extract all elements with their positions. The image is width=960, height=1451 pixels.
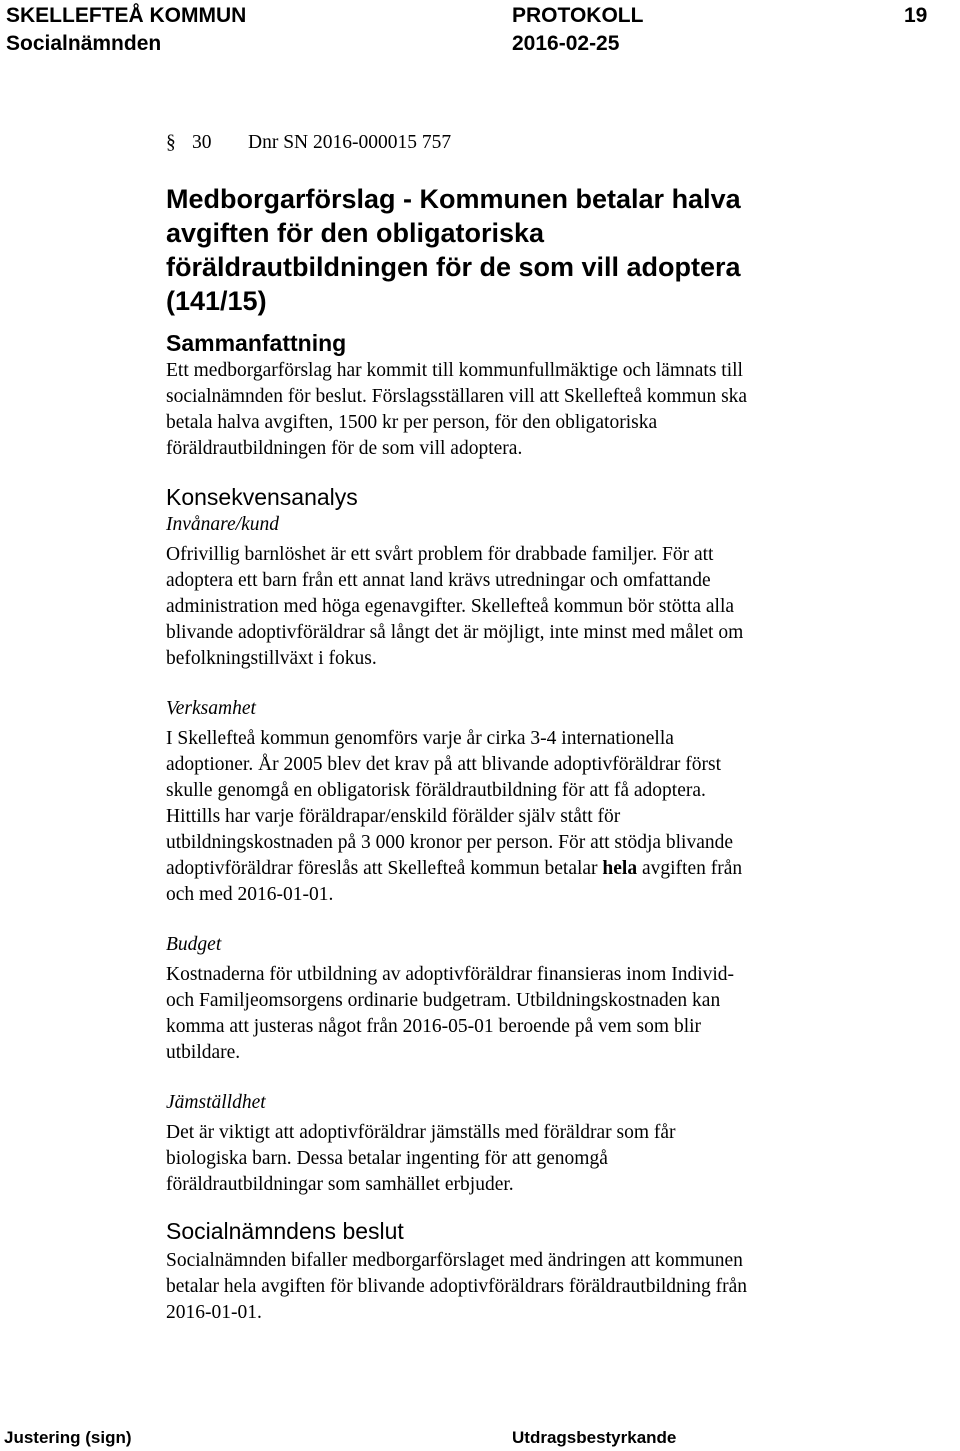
paragraph-symbol: § bbox=[166, 132, 176, 153]
summary-text bbox=[166, 358, 866, 462]
summary-section bbox=[166, 328, 866, 462]
text-line-part: avgiften från bbox=[637, 858, 743, 879]
text-line: betalar hela avgiften för blivande adoptivföräldrars föräldrautbildning från bbox=[166, 1276, 747, 1297]
emphasis-text: hela bbox=[602, 858, 638, 879]
document-body bbox=[166, 130, 866, 1326]
dnr-reference: Dnr SN 2016-000015 757 bbox=[248, 132, 452, 153]
decision-text bbox=[166, 1248, 866, 1326]
text-line: utbildare. bbox=[166, 1042, 241, 1063]
title-line: avgiften för den obligatoriska bbox=[166, 218, 545, 248]
header-date: 2016-02-25 bbox=[512, 32, 620, 55]
text-line: och med 2016-01-01. bbox=[166, 884, 334, 905]
analysis-section bbox=[166, 482, 866, 1198]
text-line: Ett medborgarförslag har kommit till kommunfullmäktige och lämnats till bbox=[166, 360, 743, 381]
title-line: föräldrautbildningen för de som vill adoptera bbox=[166, 252, 741, 282]
text-line: föräldrautbildningar som samhället erbjuder. bbox=[166, 1174, 514, 1195]
section-number: 30 bbox=[192, 132, 212, 153]
decision-section bbox=[166, 1216, 866, 1326]
budget-label: Budget bbox=[166, 934, 222, 955]
page-title bbox=[166, 182, 866, 318]
residents-label: Invånare/kund bbox=[166, 514, 279, 535]
text-line: och Familjeomsorgens ordinarie budgetram. Utbildningskostnaden kan bbox=[166, 990, 721, 1011]
text-line: Hittills har varje föräldrapar/enskild förälder själv stått för bbox=[166, 806, 621, 827]
text-line: socialnämnden för beslut. Förslagsställaren vill att Skellefteå kommun ska bbox=[166, 386, 748, 407]
decision-heading: Socialnämndens beslut bbox=[166, 1218, 404, 1244]
residents-text bbox=[166, 542, 866, 672]
text-line: Ofrivillig barnlöshet är ett svårt problem för drabbade familjer. För att bbox=[166, 544, 714, 565]
operations-subsection bbox=[166, 696, 866, 908]
title-line: Medborgarförslag - Kommunen betalar halva bbox=[166, 184, 741, 214]
header-page-number: 19 bbox=[904, 4, 928, 27]
equality-subsection bbox=[166, 1090, 866, 1198]
footer-justering: Justering (sign) bbox=[4, 1428, 132, 1447]
text-line: föräldrautbildningen för de som vill adoptera. bbox=[166, 438, 523, 459]
budget-text bbox=[166, 962, 866, 1066]
residents-subsection bbox=[166, 512, 866, 672]
footer-utdragsbestyrkande: Utdragsbestyrkande bbox=[512, 1428, 677, 1447]
text-line: 2016-01-01. bbox=[166, 1302, 262, 1323]
text-line: Socialnämnden bifaller medborgarförslaget med ändringen att kommunen bbox=[166, 1250, 743, 1271]
summary-heading: Sammanfattning bbox=[166, 330, 347, 356]
text-line: administration med höga egenavgifter. Skellefteå kommun bör stötta alla bbox=[166, 596, 735, 617]
operations-text bbox=[166, 726, 866, 908]
analysis-heading: Konsekvensanalys bbox=[166, 484, 358, 510]
text-line: betala halva avgiften, 1500 kr per person, för den obligatoriska bbox=[166, 412, 658, 433]
text-line: komma att justeras något från 2016-05-01 beroende på vem som blir bbox=[166, 1016, 702, 1037]
header-board: Socialnämnden bbox=[6, 32, 162, 55]
text-line: biologiska barn. Dessa betalar ingenting för att genomgå bbox=[166, 1148, 608, 1169]
header-org: SKELLEFTEÅ KOMMUN bbox=[6, 4, 247, 27]
title-line: (141/15) bbox=[166, 286, 267, 316]
header-doc-type: PROTOKOLL bbox=[512, 4, 644, 27]
text-line: I Skellefteå kommun genomförs varje år cirka 3-4 internationella bbox=[166, 728, 674, 749]
text-line: adoptioner. År 2005 blev det krav på att blivande adoptivföräldrar först bbox=[166, 754, 722, 775]
equality-text bbox=[166, 1120, 866, 1198]
text-line-part: adoptivföräldrar föreslås att Skellefteå kommun betalar bbox=[166, 858, 603, 879]
text-line: blivande adoptivföräldrar så långt det är möjligt, inte minst med målet om bbox=[166, 622, 744, 643]
budget-subsection bbox=[166, 932, 866, 1066]
text-line: adoptera ett barn från ett annat land krävs utredningar och omfattande bbox=[166, 570, 711, 591]
equality-label: Jämställdhet bbox=[166, 1092, 266, 1113]
text-line: skulle genomgå en obligatorisk föräldrautbildning för att få adoptera. bbox=[166, 780, 706, 801]
operations-label: Verksamhet bbox=[166, 698, 256, 719]
text-line: befolkningstillväxt i fokus. bbox=[166, 648, 377, 669]
text-line: utbildningskostnaden på 3 000 kronor per person. För att stödja blivande bbox=[166, 832, 734, 853]
section-number-row bbox=[166, 130, 866, 164]
text-line: Det är viktigt att adoptivföräldrar jämställs med föräldrar som får bbox=[166, 1122, 676, 1143]
text-line: Kostnaderna för utbildning av adoptivföräldrar finansieras inom Individ- bbox=[166, 964, 735, 985]
